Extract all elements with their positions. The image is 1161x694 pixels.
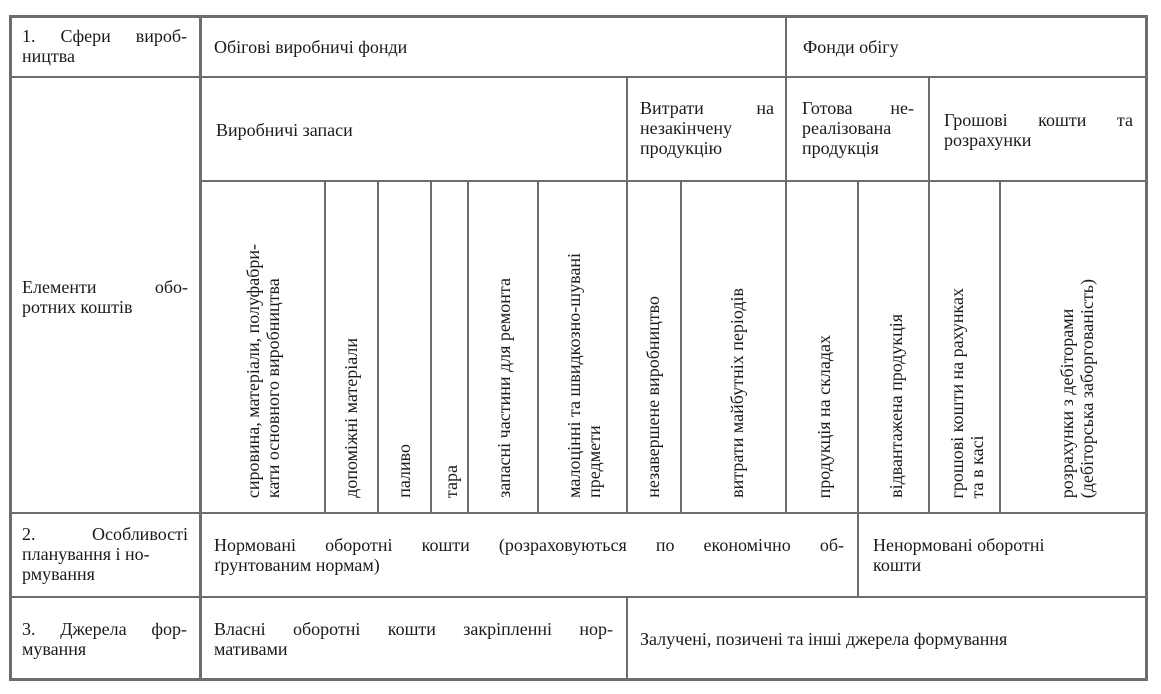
item-line: та в касі bbox=[967, 434, 987, 498]
wip-group-line: незакінчену bbox=[640, 118, 732, 138]
finished-group-line: реалізована bbox=[802, 118, 892, 138]
item-line: сировина, матеріали, полуфабри- bbox=[243, 243, 263, 498]
planning-label-line: рмування bbox=[22, 564, 95, 584]
borrowed-funds: Залучені, позичені та інші джерела формування bbox=[640, 629, 1008, 649]
item-low-value bbox=[564, 253, 604, 498]
planning-label-line: планування і но- bbox=[22, 544, 150, 564]
own-funds-line: мативами bbox=[214, 639, 288, 659]
item-packaging: тара bbox=[441, 464, 461, 498]
item-line: (дебіторська заборгованість) bbox=[1077, 278, 1097, 498]
item-raw-materials bbox=[243, 244, 283, 498]
grid-line bbox=[857, 512, 859, 598]
item-unfinished-production: незавершене виробництво bbox=[643, 296, 663, 498]
normalized-line: ґрунтованим нормам) bbox=[214, 555, 380, 575]
finished-group-line: продукція bbox=[802, 138, 879, 158]
cash-group-header bbox=[944, 110, 1133, 150]
item-fuel: паливо bbox=[394, 444, 414, 498]
production-funds-header: Обігові виробничі фонди bbox=[214, 37, 408, 57]
own-funds-line: Власні оборотні кошти закріпленні нор- bbox=[214, 619, 613, 639]
grid-line bbox=[9, 15, 12, 681]
normalized-line: Нормовані оборотні кошти (розраховуються по економічно об- bbox=[214, 535, 844, 555]
grid-line bbox=[626, 596, 628, 681]
grid-line bbox=[324, 180, 326, 513]
item-spare-parts: запасні частини для ремонта bbox=[494, 278, 514, 498]
sources-label-line: 3. Джерела фор- bbox=[22, 619, 187, 639]
item-line: малоцінні та швидкозно-шувані bbox=[564, 253, 584, 498]
grid-line bbox=[199, 15, 202, 681]
item-line: грошові кошти на рахунках bbox=[947, 287, 967, 498]
non-normalized-line: Ненормовані оборотні bbox=[873, 535, 1045, 555]
sources-label-line: мування bbox=[22, 639, 87, 659]
cash-group-line: розрахунки bbox=[944, 130, 1032, 150]
planning-label bbox=[22, 524, 188, 584]
inventory-group-header: Виробничі запаси bbox=[216, 120, 353, 140]
elements-label-line: Елементи обо- bbox=[22, 277, 188, 297]
grid-line bbox=[9, 512, 1148, 514]
item-line: кати основного виробництва bbox=[263, 278, 283, 498]
item-warehouse-products: продукція на складах bbox=[814, 334, 834, 498]
item-line: розрахунки з дебіторами bbox=[1057, 308, 1077, 498]
wip-group-header bbox=[640, 98, 774, 158]
item-debtors bbox=[1057, 279, 1097, 498]
cash-group-line: Грошові кошти та bbox=[944, 110, 1133, 130]
grid-line bbox=[430, 180, 432, 513]
grid-line bbox=[9, 15, 1148, 18]
elements-label bbox=[22, 277, 188, 317]
elements-label-line: ротних коштів bbox=[22, 297, 133, 317]
own-funds bbox=[214, 619, 613, 659]
item-future-expenses: витрати майбутніх періодів bbox=[727, 288, 747, 498]
finished-goods-group-header bbox=[802, 98, 914, 158]
grid-line bbox=[785, 15, 787, 513]
grid-line bbox=[1145, 15, 1148, 681]
grid-line bbox=[537, 180, 539, 513]
circulation-funds-header: Фонди обігу bbox=[803, 37, 899, 57]
grid-line bbox=[999, 180, 1001, 513]
normalized-funds bbox=[214, 535, 844, 575]
row1-label-line: 1. Сфери вироб- bbox=[22, 26, 187, 46]
item-line: предмети bbox=[584, 425, 604, 498]
item-aux-materials: допоміжні матеріали bbox=[341, 338, 361, 498]
item-cash-accounts bbox=[947, 288, 987, 498]
grid-line bbox=[200, 180, 1148, 182]
grid-line bbox=[377, 180, 379, 513]
sources-label bbox=[22, 619, 187, 659]
wip-group-line: Витрати на bbox=[640, 98, 774, 118]
row1-label bbox=[22, 26, 187, 66]
wip-group-line: продукцію bbox=[640, 138, 723, 158]
grid-line bbox=[857, 180, 859, 513]
grid-line bbox=[467, 180, 469, 513]
row1-label-line: ництва bbox=[22, 46, 76, 66]
grid-line bbox=[9, 76, 1148, 78]
grid-line bbox=[680, 180, 682, 513]
grid-line bbox=[928, 76, 930, 513]
non-normalized-line: кошти bbox=[873, 555, 922, 575]
grid-line bbox=[9, 678, 1148, 681]
non-normalized-funds bbox=[873, 535, 1045, 575]
grid-line bbox=[626, 76, 628, 513]
planning-label-line: 2. Особливості bbox=[22, 524, 188, 544]
grid-line bbox=[9, 596, 1148, 598]
item-shipped-products: відвантажена продукція bbox=[886, 314, 906, 498]
finished-group-line: Готова не- bbox=[802, 98, 914, 118]
